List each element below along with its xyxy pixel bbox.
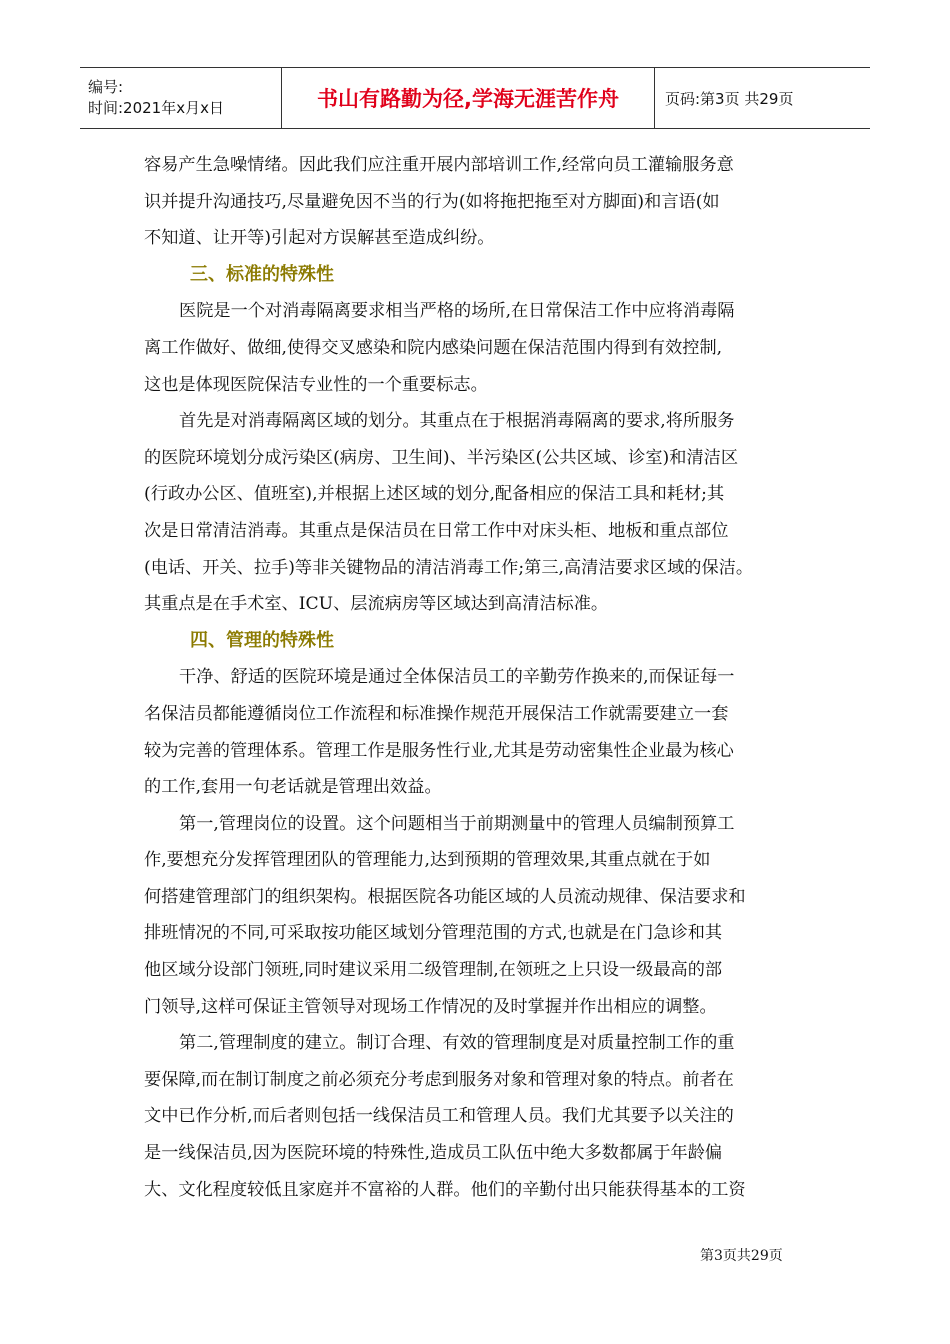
header-motto: 书山有路勤为径,学海无涯苦作舟 bbox=[281, 68, 655, 128]
text-line: 容易产生急噪情绪。因此我们应注重开展内部培训工作,经常向员工灌输服务意 bbox=[144, 155, 734, 175]
text-line: 这也是体现医院保洁专业性的一个重要标志。 bbox=[144, 374, 488, 395]
text-line: 第一,管理岗位的设置。这个问题相当于前期测量中的管理人员编制预算工 bbox=[179, 813, 735, 834]
section-heading: 四、管理的特殊性 bbox=[190, 629, 334, 651]
text-line: 识并提升沟通技巧,尽量避免因不当的行为(如将拖把拖至对方脚面)和言语(如 bbox=[144, 191, 720, 212]
text-line: 离工作做好、做细,使得交叉感染和院内感染问题在保洁范围内得到有效控制, bbox=[144, 337, 723, 358]
section-heading: 三、标准的特殊性 bbox=[190, 263, 334, 285]
text-line: 次是日常清洁消毒。其重点是保洁员在日常工作中对床头柜、地板和重点部位 bbox=[144, 520, 729, 541]
text-line: (行政办公区、值班室),并根据上述区域的划分,配备相应的保洁工具和耗材;其 bbox=[144, 484, 725, 505]
text-line: 何搭建管理部门的组织架构。根据医院各功能区域的人员流动规律、保洁要求和 bbox=[144, 886, 746, 907]
header-page-number: 页码:第3页 共29页 bbox=[665, 89, 794, 108]
text-line: 作,要想充分发挥管理团队的管理能力,达到预期的管理效果,其重点就在于如 bbox=[144, 850, 711, 871]
text-line: 要保障,而在制订制度之前必须充分考虑到服务对象和管理对象的特点。前者在 bbox=[144, 1069, 734, 1090]
header-meta bbox=[80, 68, 281, 128]
text-line: 文中已作分析,而后者则包括一线保洁员工和管理人员。我们尤其要予以关注的 bbox=[144, 1106, 734, 1127]
text-line: 名保洁员都能遵循岗位工作流程和标准操作规范开展保洁工作就需要建立一套 bbox=[144, 703, 729, 724]
text-line: 他区域分设部门领班,同时建议采用二级管理制,在领班之上只设一级最高的部 bbox=[144, 960, 723, 981]
text-line: 排班情况的不同,可采取按功能区域划分管理范围的方式,也就是在门急诊和其 bbox=[144, 923, 723, 944]
text-line: 医院是一个对消毒隔离要求相当严格的场所,在日常保洁工作中应将消毒隔 bbox=[179, 301, 735, 322]
paragraph bbox=[144, 806, 820, 1026]
text-line: 首先是对消毒隔离区域的划分。其重点在于根据消毒隔离的要求,将所服务 bbox=[179, 411, 735, 432]
text-line: 干净、舒适的医院环境是通过全体保洁员工的辛勤劳作换来的,而保证每一 bbox=[179, 667, 735, 688]
text-line: 的医院环境划分成污染区(病房、卫生间)、半污染区(公共区域、诊室)和清洁区 bbox=[144, 447, 739, 468]
time-label: 时间:2021年x月x日 bbox=[88, 99, 224, 117]
text-line: 是一线保洁员,因为医院环境的特殊性,造成员工队伍中绝大多数都属于年龄偏 bbox=[144, 1143, 723, 1164]
page-footer: 第3页共29页 bbox=[700, 1248, 783, 1264]
page-header bbox=[80, 67, 870, 129]
paragraph bbox=[144, 1025, 820, 1208]
text-line: 其重点是在手术室、ICU、层流病房等区域达到高清洁标准。 bbox=[144, 594, 609, 615]
document-body bbox=[144, 147, 820, 1208]
code-label: 编号: bbox=[88, 78, 124, 96]
text-line: (电话、开关、拉手)等非关键物品的清洁消毒工作;第三,高清洁要求区域的保洁。 bbox=[144, 557, 754, 578]
text-line: 大、文化程度较低且家庭并不富裕的人群。他们的辛勤付出只能获得基本的工资 bbox=[144, 1179, 746, 1200]
text-line: 门领导,这样可保证主管领导对现场工作情况的及时掌握并作出相应的调整。 bbox=[144, 996, 717, 1017]
paragraph bbox=[144, 147, 820, 257]
text-line: 不知道、让开等)引起对方误解甚至造成纠纷。 bbox=[144, 228, 495, 249]
paragraph bbox=[144, 659, 820, 805]
text-line: 较为完善的管理体系。管理工作是服务性行业,尤其是劳动密集性企业最为核心 bbox=[144, 740, 734, 761]
text-line: 第二,管理制度的建立。制订合理、有效的管理制度是对质量控制工作的重 bbox=[179, 1033, 735, 1054]
paragraph bbox=[144, 293, 820, 403]
paragraph bbox=[144, 403, 820, 623]
text-line: 的工作,套用一句老话就是管理出效益。 bbox=[144, 777, 442, 798]
